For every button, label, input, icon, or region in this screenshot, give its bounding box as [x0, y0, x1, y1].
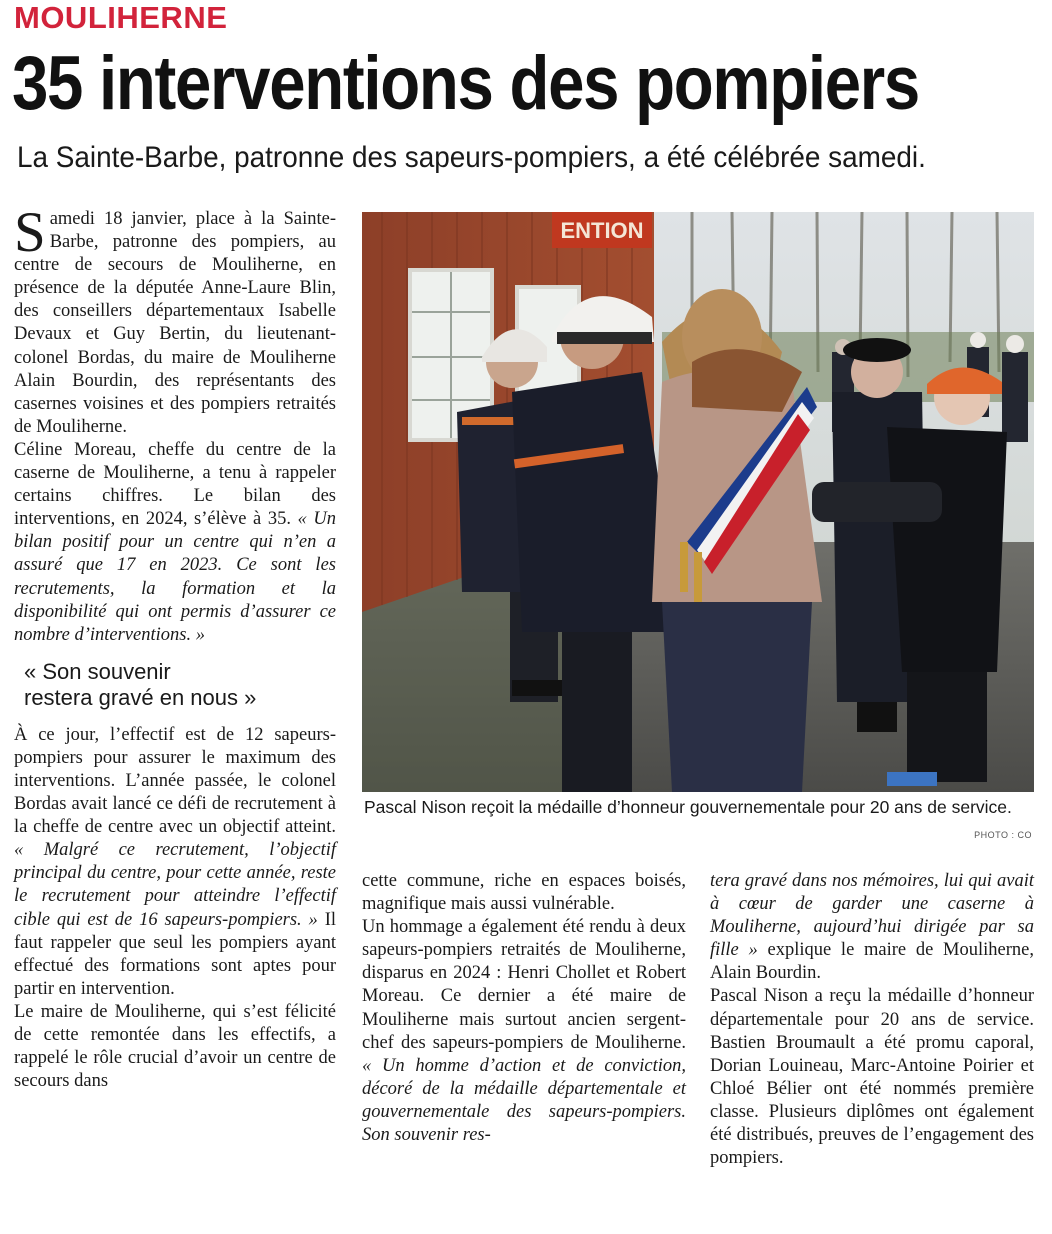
article-headline: 35 interventions des pompiers — [12, 41, 919, 126]
photo-credit: PHOTO : CO — [974, 830, 1032, 840]
col2-paragraph-2-quote: « Un homme d’action et de conviction, décoré de la médaille départementale et gouvernementale des sapeurs-pompiers. Son souvenir res- — [362, 1055, 686, 1146]
subhead-line-2: restera gravé en nous » — [24, 684, 257, 710]
paragraph-3-text-b: Il faut rappeler que seul les pompiers ayant effectué des formations sont aptes pour partir en intervention. — [14, 909, 336, 999]
paragraph-2 — [14, 439, 336, 647]
col2-paragraph-2 — [362, 916, 686, 1147]
article-subhead — [24, 659, 336, 711]
paragraph-4: Le maire de Mouliherne, qui s’est félicité de cette remontée dans les effectifs, a rappelé le rôle crucial d’avoir un centre de secours dans — [14, 1001, 336, 1092]
article-column-2 — [362, 870, 686, 1147]
paragraph-3 — [14, 724, 336, 1001]
paragraph-3-text-a: À ce jour, l’effectif est de 12 sapeurs-pompiers pour assurer le maximum des interventions. L’année passée, le colonel Bordas avait lancé ce défi de recrutement à la cheffe de centre avec un objectif atteint. — [14, 724, 336, 838]
paragraph-1 — [14, 201, 336, 439]
col3-paragraph-1-text: explique le maire de Mouliherne, Alain Bourdin. — [710, 940, 1034, 984]
paragraph-1-text: amedi 18 janvier, place à la Sainte-Barbe, patronne des pompiers, au centre de secours de Mouliherne, en présence de la députée Anne-Laure Blin, des conseillers départementaux Isabelle Devaux et Guy Bertin, du lieutenant-colonel Bordas, du maire de Mouliherne Alain Bourdin, des représentants des casernes voisines et des pompiers retraités de Mouliherne. — [14, 209, 336, 437]
col3-paragraph-1 — [710, 870, 1034, 985]
ceremony-photo-illustration — [362, 212, 1034, 792]
col2-paragraph-2-text: Un hommage a également été rendu à deux sapeurs-pompiers retraités de Mouliherne, disparus en 2024 : Henri Chollet et Robert Moreau. Ce dernier a été maire de Mouliherne mais surtout ancien sergent-chef des sapeurs-pompiers de Mouliherne. — [362, 917, 686, 1053]
col2-paragraph-1: cette commune, riche en espaces boisés, magnifique mais aussi vulnérable. — [362, 871, 686, 915]
col3-paragraph-2: Pascal Nison a reçu la médaille d’honneur départementale pour 20 ans de service. Bastien Broumault a été promu caporal, Dorian Louineau, Marc-Antoine Poirier et Chloé Bélier ont été nommés première classe. Plusieurs diplômes ont également été distribués, preuves de l’engagement des pompiers. — [710, 986, 1034, 1169]
dropcap-letter: S — [14, 201, 46, 264]
article-column-1 — [14, 201, 336, 1093]
article-photo — [362, 212, 1034, 792]
photo-caption: Pascal Nison reçoit la médaille d’honneur gouvernementale pour 20 ans de service. — [364, 797, 1012, 817]
paragraph-3-quote: « Malgré ce recrutement, l’objectif principal du centre, pour cette année, reste le recrutement pour atteindre l’effectif cible qui est de 16 sapeurs-pompiers. » — [14, 840, 336, 930]
building-sign-text: ENTION — [560, 218, 644, 243]
col3-paragraph-1-quote: tera gravé dans nos mémoires, lui qui avait à cœur de garder une caserne à Mouliherne, aujourd’hui dirigée par sa fille » — [710, 871, 1034, 961]
paragraph-2-quote: « Un bilan positif pour un centre qui n’en a assuré que 17 en 2023. Ce sont les recrutements, la formation et la disponibilité qui ont permis d’assurer ce nombre d’interventions. » — [14, 509, 336, 645]
paragraph-2-text: Céline Moreau, cheffe du centre de la caserne de Mouliherne, a tenu à rappeler certains chiffres. Le bilan des interventions, en 2024, s’élève à 35. — [14, 439, 336, 530]
subhead-line-1: « Son souvenir — [24, 658, 171, 684]
article-kicker: MOULIHERNE — [14, 0, 228, 35]
article-standfirst: La Sainte-Barbe, patronne des sapeurs-pompiers, a été célébrée samedi. — [17, 141, 926, 174]
article-column-3 — [710, 870, 1034, 1170]
